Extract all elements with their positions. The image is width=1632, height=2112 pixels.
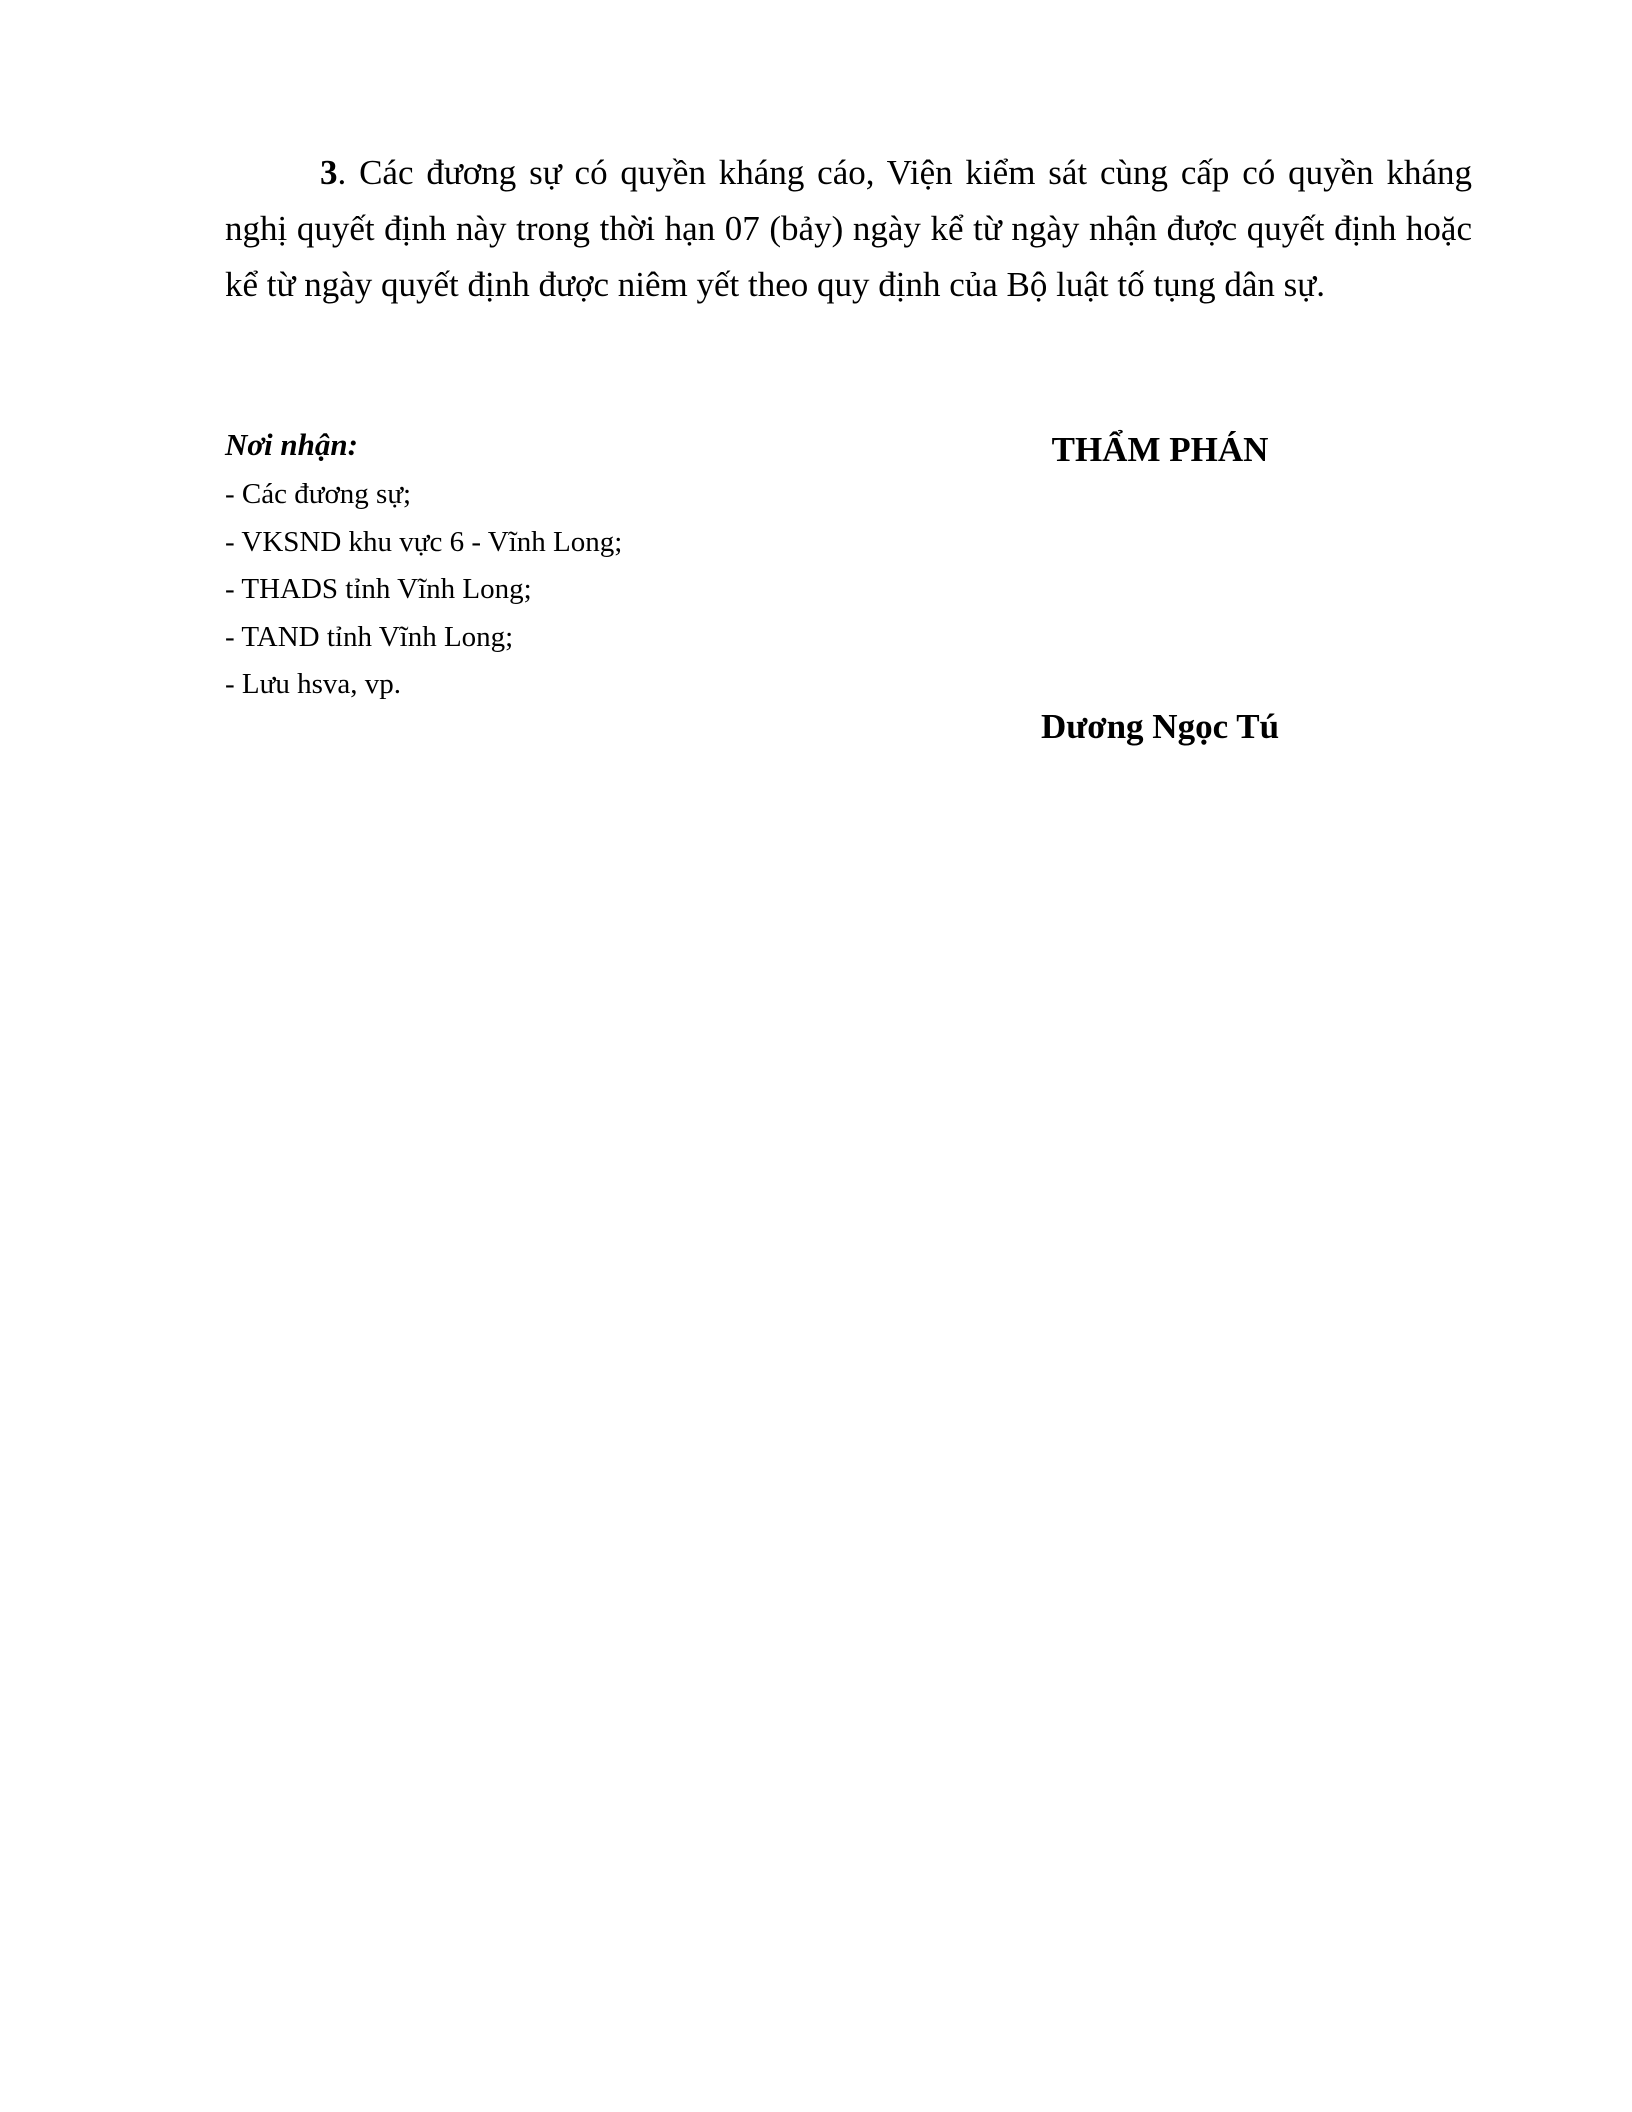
- paragraph-text: . Các đương sự có quyền kháng cáo, Viện kiểm sát cùng cấp có quyền kháng nghị quyết định này trong thời hạn 07 (bảy) ngày kể từ ngày nhận được quyết định hoặc kể từ ngày quyết định được niêm yết theo quy định của Bộ luật tố tụng dân sự.: [225, 153, 1472, 304]
- recipient-item: - VKSND khu vực 6 - Vĩnh Long;: [225, 525, 623, 558]
- paragraph-number: 3: [320, 153, 338, 192]
- recipient-item: - THADS tỉnh Vĩnh Long;: [225, 573, 532, 605]
- recipients-title: Nơi nhận:: [225, 427, 358, 462]
- recipients-block: [225, 425, 825, 709]
- recipients-list: [225, 471, 825, 709]
- recipient-item: - Các đương sự;: [225, 478, 412, 510]
- recipient-item: - Lưu hsva, vp.: [225, 668, 401, 700]
- recipient-item: - TAND tỉnh Vĩnh Long;: [225, 620, 514, 653]
- signer-name: Dương Ngọc Tú: [1040, 707, 1280, 746]
- appeal-rights-paragraph: [225, 145, 1472, 313]
- signer-title: THẨM PHÁN: [1051, 430, 1269, 469]
